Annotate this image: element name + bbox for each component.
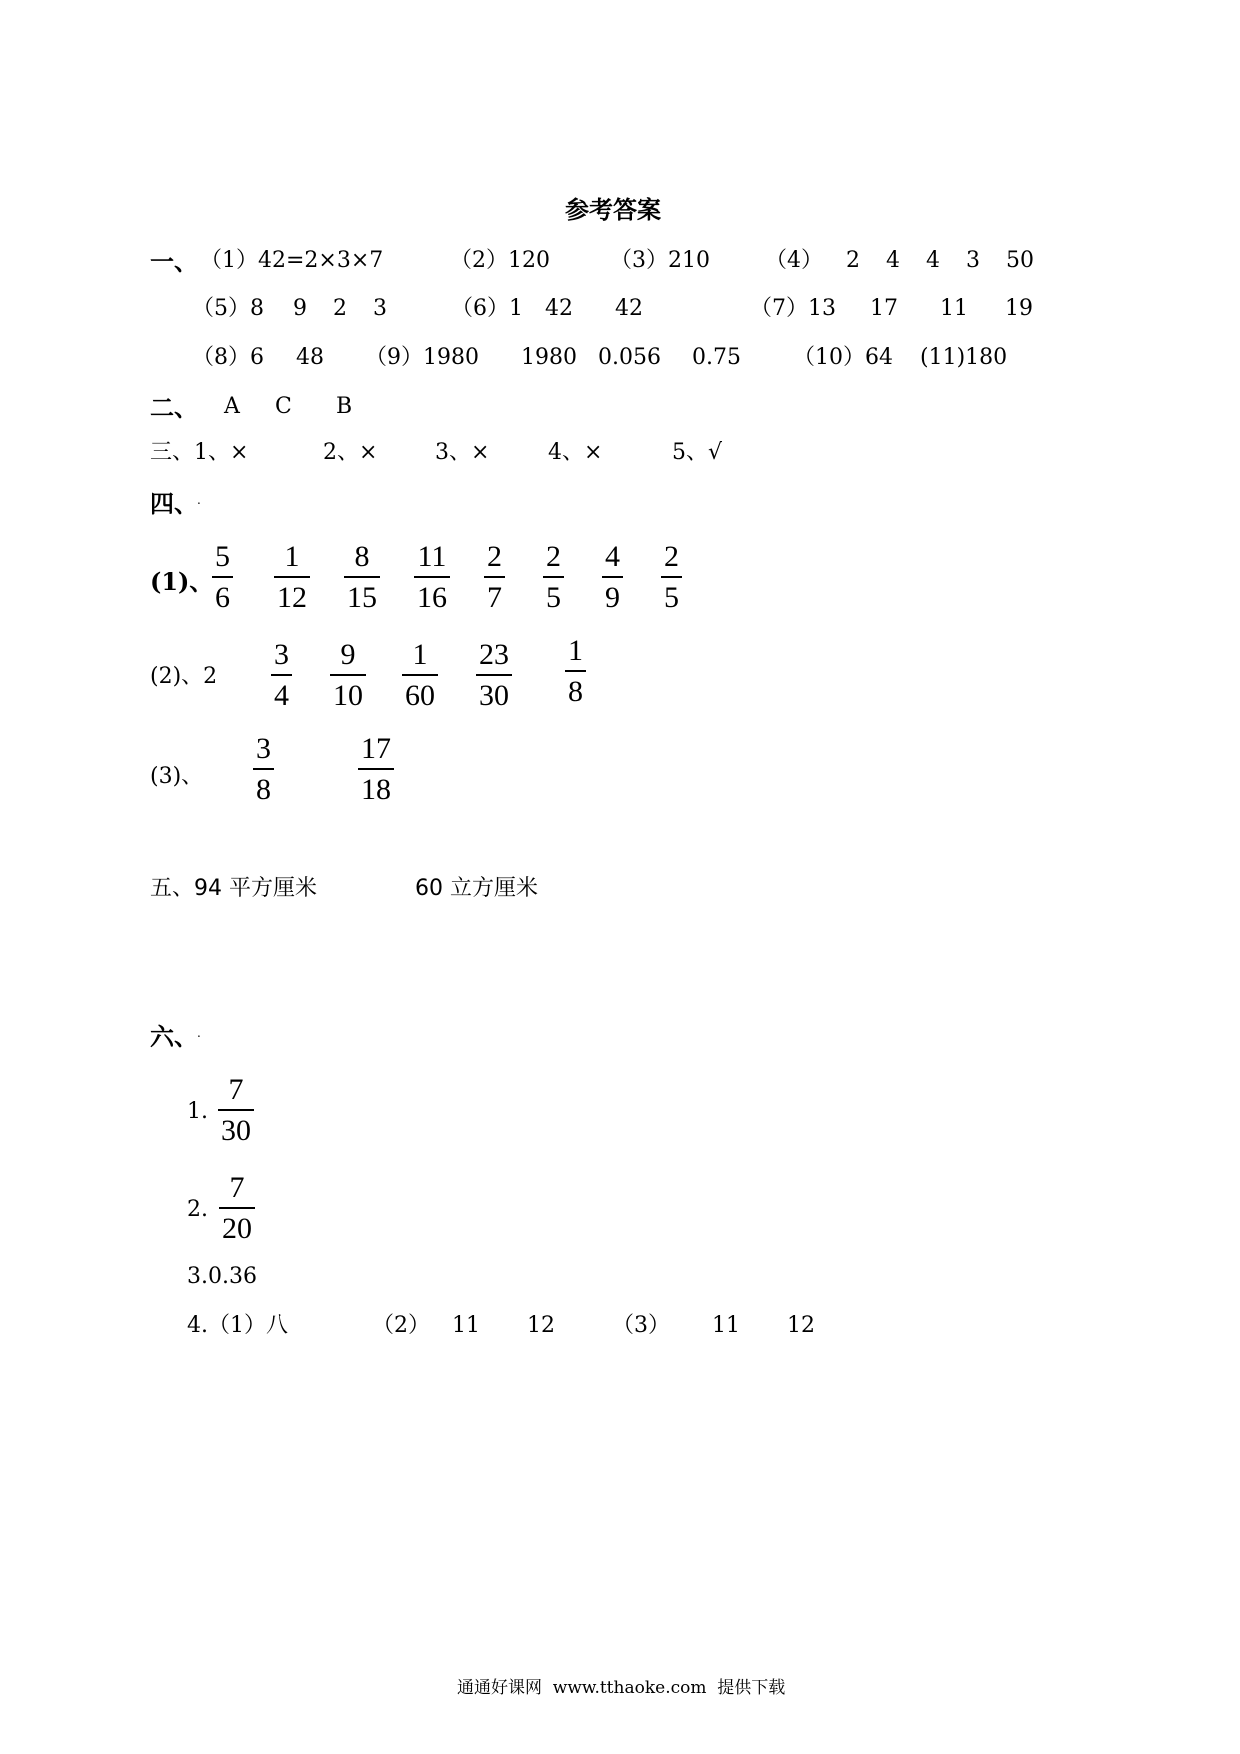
s2-answer: A <box>224 394 240 419</box>
s4-dot: . <box>197 493 201 507</box>
s1-row1-item: 50 <box>1006 248 1034 273</box>
s1-row3-item: 48 <box>296 345 324 370</box>
fraction: 17 18 <box>358 734 394 805</box>
s6-item3: 3.0.36 <box>187 1264 257 1289</box>
s4-part3-label: (3)、 <box>150 764 204 789</box>
s1-row2-item: 11 <box>940 296 968 321</box>
s1-row2-item: 42 <box>615 296 643 321</box>
s1-row1-item: （3）210 <box>610 248 710 273</box>
fraction: 9 10 <box>330 640 366 711</box>
s1-row3-item: 0.75 <box>692 345 741 370</box>
s6-item4-part: （2） <box>372 1313 430 1338</box>
s6-item2-label: 2. <box>187 1197 208 1222</box>
s1-row3-item: （8）6 <box>192 345 264 370</box>
s1-row2-item: （6）1 <box>451 296 523 321</box>
s1-row2-item: （7）13 <box>750 296 836 321</box>
fraction: 8 15 <box>344 542 380 613</box>
page-footer: 通通好课网 www.tthaoke.com 提供下载 <box>457 1678 786 1698</box>
fraction: 2 5 <box>661 542 682 613</box>
s1-row2-item: （5）8 <box>192 296 264 321</box>
fraction: 1 60 <box>402 640 438 711</box>
fraction: 1 12 <box>274 542 310 613</box>
fraction: 3 4 <box>271 640 292 711</box>
s6-item4-part: （3） <box>612 1313 670 1338</box>
s2-answer: C <box>275 394 292 419</box>
s3-item: 3、× <box>435 440 490 465</box>
s6-item4-part: 12 <box>527 1313 555 1338</box>
s6-item4-part: 11 <box>712 1313 740 1338</box>
s6-item1-label: 1. <box>187 1099 208 1124</box>
s3-item: 4、× <box>548 440 603 465</box>
s1-row1-item: （2）120 <box>450 248 550 273</box>
s6-item4-part: 4.（1）八 <box>187 1313 288 1338</box>
section-1-label: 一、 <box>150 247 198 276</box>
s3-item: 2、× <box>323 440 378 465</box>
s1-row3-item: 1980 <box>521 345 577 370</box>
fraction: 7 20 <box>219 1173 255 1244</box>
s1-row1-item: （1）42=2×3×7 <box>200 248 384 273</box>
fraction: 5 6 <box>212 542 233 613</box>
section-4-label: 四、 <box>150 489 198 518</box>
page-title: 参考答案 <box>565 195 661 224</box>
s1-row3-item: （9）1980 <box>365 345 479 370</box>
fraction: 23 30 <box>476 640 512 711</box>
section-6-label: 六、 <box>150 1022 198 1051</box>
s3-item: 5、√ <box>672 440 723 465</box>
s6-dot: . <box>197 1026 201 1040</box>
s1-row1-item: 3 <box>966 248 980 273</box>
section-2-label: 二、 <box>150 393 198 422</box>
s5-text: 60 立方厘米 <box>415 876 538 901</box>
s1-row2-item: 17 <box>870 296 898 321</box>
s4-part2-label: (2)、2 <box>150 664 218 689</box>
s1-row1-item: 2 <box>846 248 860 273</box>
fraction: 1 8 <box>565 636 586 707</box>
s1-row1-item: 4 <box>886 248 900 273</box>
fraction: 4 9 <box>602 542 623 613</box>
s6-item4-part: 12 <box>787 1313 815 1338</box>
s2-answer: B <box>336 394 353 419</box>
fraction: 3 8 <box>253 734 274 805</box>
s1-row1-item: （4） <box>765 248 823 273</box>
s1-row2-item: 9 <box>293 296 307 321</box>
s4-part1-label: (1)、 <box>150 567 214 596</box>
s1-row3-item: （10）64 <box>793 345 893 370</box>
s1-row2-item: 42 <box>545 296 573 321</box>
fraction: 7 30 <box>218 1075 254 1146</box>
s1-row3-item: (11)180 <box>920 345 1008 370</box>
s1-row2-item: 19 <box>1005 296 1033 321</box>
s3-item: 三、1、× <box>150 440 249 465</box>
s1-row1-item: 4 <box>926 248 940 273</box>
fraction: 2 5 <box>543 542 564 613</box>
s1-row2-item: 2 <box>333 296 347 321</box>
fraction: 2 7 <box>484 542 505 613</box>
fraction: 11 16 <box>414 542 450 613</box>
s1-row2-item: 3 <box>373 296 387 321</box>
s1-row3-item: 0.056 <box>598 345 661 370</box>
s5-text: 五、94 平方厘米 <box>150 876 317 901</box>
s6-item4-part: 11 <box>452 1313 480 1338</box>
